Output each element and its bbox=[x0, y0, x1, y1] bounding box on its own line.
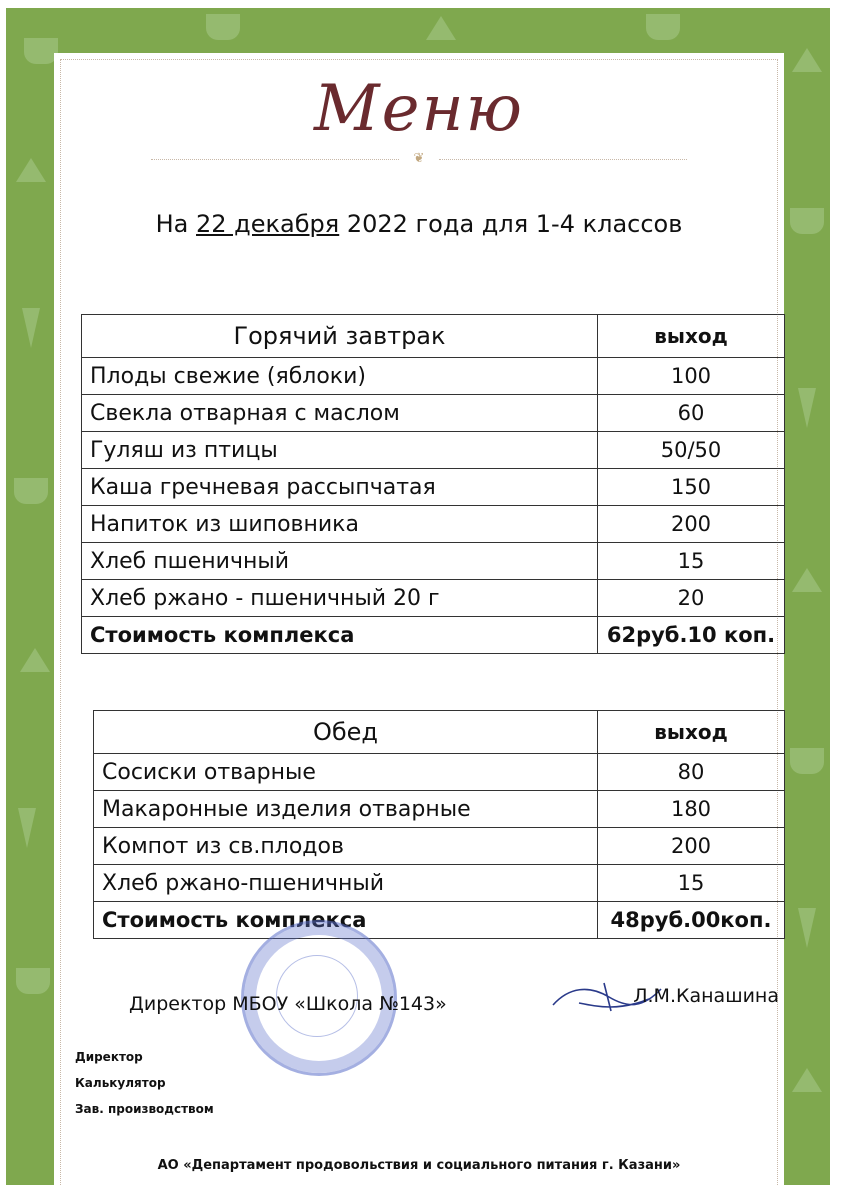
ice-cream-decoration bbox=[18, 808, 36, 848]
cup-decoration bbox=[16, 968, 50, 994]
breakfast-heading: Горячий завтрак bbox=[82, 315, 598, 358]
cup-decoration bbox=[790, 748, 824, 774]
cake-decoration bbox=[792, 48, 822, 72]
dish-name: Компот из св.плодов bbox=[94, 828, 598, 865]
table-row bbox=[82, 432, 785, 469]
dish-name: Гуляш из птицы bbox=[82, 432, 598, 469]
dish-qty: 80 bbox=[598, 754, 785, 791]
lunch-heading: Обед bbox=[94, 711, 598, 754]
dish-qty: 150 bbox=[598, 469, 785, 506]
dish-name: Хлеб ржано - пшеничный 20 г bbox=[82, 580, 598, 617]
menu-sheet bbox=[54, 53, 784, 1185]
ice-cream-decoration bbox=[798, 388, 816, 428]
director-label: Директор МБОУ «Школа №143» bbox=[129, 993, 447, 1015]
qty-heading: выход bbox=[598, 315, 785, 358]
total-row bbox=[94, 902, 785, 939]
approval-label: Директор bbox=[75, 1050, 143, 1064]
approval-label: Калькулятор bbox=[75, 1076, 166, 1090]
cup-decoration bbox=[646, 14, 680, 40]
table-row bbox=[82, 543, 785, 580]
table-row bbox=[94, 828, 785, 865]
breakfast-table bbox=[81, 314, 785, 654]
dish-name: Плоды свежие (яблоки) bbox=[82, 358, 598, 395]
dish-name: Напиток из шиповника bbox=[82, 506, 598, 543]
date-suffix: 2022 года для 1-4 классов bbox=[339, 210, 683, 238]
table-row bbox=[82, 358, 785, 395]
lunch-table bbox=[93, 710, 785, 939]
table-header-row bbox=[82, 315, 785, 358]
menu-title: Меню bbox=[314, 72, 524, 146]
table-row bbox=[94, 754, 785, 791]
table-row bbox=[82, 506, 785, 543]
menu-date: 22 декабря bbox=[196, 210, 340, 238]
cake-decoration bbox=[792, 568, 822, 592]
dish-qty: 60 bbox=[598, 395, 785, 432]
title-ornament bbox=[151, 152, 687, 166]
dish-qty: 15 bbox=[598, 543, 785, 580]
cake-decoration bbox=[16, 158, 46, 182]
table-row bbox=[82, 580, 785, 617]
approval-label: Зав. производством bbox=[75, 1102, 214, 1116]
decorative-frame bbox=[6, 8, 830, 1185]
dish-qty: 100 bbox=[598, 358, 785, 395]
flourish-icon: ❦ bbox=[413, 151, 425, 166]
date-prefix: На bbox=[155, 210, 197, 238]
ornament-line-left bbox=[151, 159, 399, 160]
director-name: Л.М.Канашина bbox=[633, 985, 779, 1007]
total-row bbox=[82, 617, 785, 654]
dish-qty: 15 bbox=[598, 865, 785, 902]
total-value: 48руб.00коп. bbox=[598, 902, 785, 939]
table-row bbox=[94, 791, 785, 828]
table-header-row bbox=[94, 711, 785, 754]
table-row bbox=[82, 395, 785, 432]
dish-name: Каша гречневая рассыпчатая bbox=[82, 469, 598, 506]
cup-decoration bbox=[790, 208, 824, 234]
dish-qty: 50/50 bbox=[598, 432, 785, 469]
organization-name: АО «Департамент продовольствия и социального питания г. Казани» bbox=[157, 1158, 681, 1173]
approval-labels bbox=[75, 1050, 214, 1128]
cup-decoration bbox=[206, 14, 240, 40]
cake-decoration bbox=[426, 16, 456, 40]
total-value: 62руб.10 коп. bbox=[598, 617, 785, 654]
dish-qty: 200 bbox=[598, 828, 785, 865]
table-row bbox=[94, 865, 785, 902]
dotted-border bbox=[60, 59, 778, 1185]
cake-decoration bbox=[20, 648, 50, 672]
menu-date-line bbox=[61, 210, 777, 238]
cup-decoration bbox=[14, 478, 48, 504]
qty-heading: выход bbox=[598, 711, 785, 754]
dish-name: Хлеб пшеничный bbox=[82, 543, 598, 580]
ice-cream-decoration bbox=[22, 308, 40, 348]
dish-name: Макаронные изделия отварные bbox=[94, 791, 598, 828]
dish-qty: 180 bbox=[598, 791, 785, 828]
table-row bbox=[82, 469, 785, 506]
dish-name: Хлеб ржано-пшеничный bbox=[94, 865, 598, 902]
dish-qty: 200 bbox=[598, 506, 785, 543]
signature-row bbox=[129, 985, 779, 1025]
dish-name: Сосиски отварные bbox=[94, 754, 598, 791]
total-label: Стоимость комплекса bbox=[82, 617, 598, 654]
cup-decoration bbox=[24, 38, 58, 64]
dish-qty: 20 bbox=[598, 580, 785, 617]
ice-cream-decoration bbox=[798, 908, 816, 948]
dish-name: Свекла отварная с маслом bbox=[82, 395, 598, 432]
ornament-line-right bbox=[439, 159, 687, 160]
total-label: Стоимость комплекса bbox=[94, 902, 598, 939]
cake-decoration bbox=[792, 1068, 822, 1092]
